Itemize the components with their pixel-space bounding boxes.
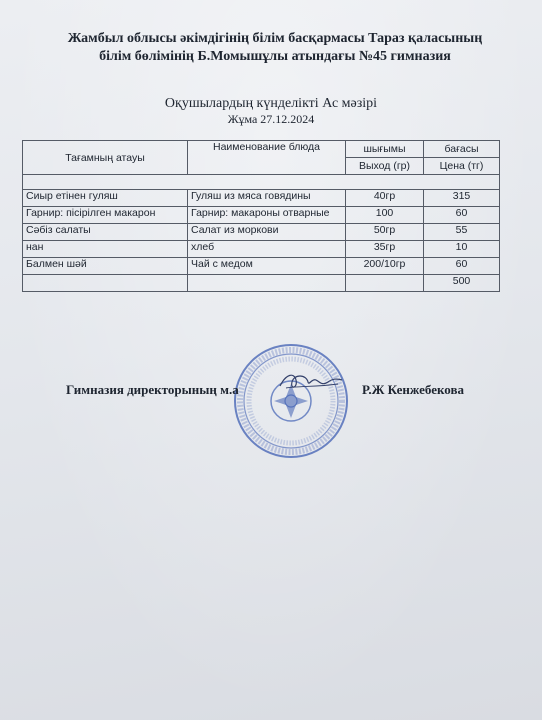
column-header-price-kz: бағасы <box>424 141 500 158</box>
column-header-yield-kz: шығымы <box>346 141 424 158</box>
total-price: 500 <box>424 275 500 292</box>
header-line-1: Жамбыл облысы әкімдігінің білім басқармасы Тараз қаласының <box>67 31 483 46</box>
dish-yield: 35гр <box>346 241 424 258</box>
table-row <box>23 258 500 275</box>
dish-price: 10 <box>424 241 500 258</box>
menu-table <box>22 140 500 292</box>
dish-price: 60 <box>424 258 500 275</box>
director-name: Р.Ж Кенжебекова <box>362 382 465 397</box>
dish-name-kz: Сәбіз салаты <box>23 224 188 241</box>
dish-price: 55 <box>424 224 500 241</box>
dish-name-kz: Сиыр етінен гуляш <box>23 190 188 207</box>
dish-yield: 200/10гр <box>346 258 424 275</box>
dish-yield: 50гр <box>346 224 424 241</box>
table-row-empty <box>23 175 500 190</box>
table-total-row <box>23 275 500 292</box>
dish-name-kz: Балмен шәй <box>23 258 188 275</box>
dish-yield: 40гр <box>346 190 424 207</box>
column-header-name-ru: Наименование блюда <box>188 141 346 175</box>
dish-name-ru: Чай с медом <box>188 258 346 275</box>
dish-name-ru: хлеб <box>188 241 346 258</box>
director-label: Гимназия директорының м.а <box>66 382 239 397</box>
dish-price: 315 <box>424 190 500 207</box>
table-row <box>23 224 500 241</box>
menu-date: Жұма 27.12.2024 <box>227 112 315 126</box>
header-line-2: білім бөлімінің Б.Момышұлы атындағы №45 гимназия <box>99 49 451 64</box>
official-stamp <box>232 342 350 460</box>
director-signature <box>276 368 346 394</box>
column-header-name-kz: Тағамның атауы <box>23 141 188 175</box>
document-header <box>40 30 510 66</box>
dish-name-ru: Гуляш из мяса говядины <box>188 190 346 207</box>
table-row <box>23 190 500 207</box>
column-header-price-ru: Цена (тг) <box>424 158 500 175</box>
dish-yield: 100 <box>346 207 424 224</box>
dish-price: 60 <box>424 207 500 224</box>
dish-name-ru: Салат из моркови <box>188 224 346 241</box>
table-row <box>23 241 500 258</box>
menu-title: Оқушылардың күнделікті Ас мәзірі <box>164 96 378 111</box>
dish-name-ru: Гарнир: макароны отварные <box>188 207 346 224</box>
table-row <box>23 207 500 224</box>
dish-name-kz: нан <box>23 241 188 258</box>
dish-name-kz: Гарнир: пісірілген макарон <box>23 207 188 224</box>
table-header-row <box>23 141 500 158</box>
column-header-yield-ru: Выход (гр) <box>346 158 424 175</box>
